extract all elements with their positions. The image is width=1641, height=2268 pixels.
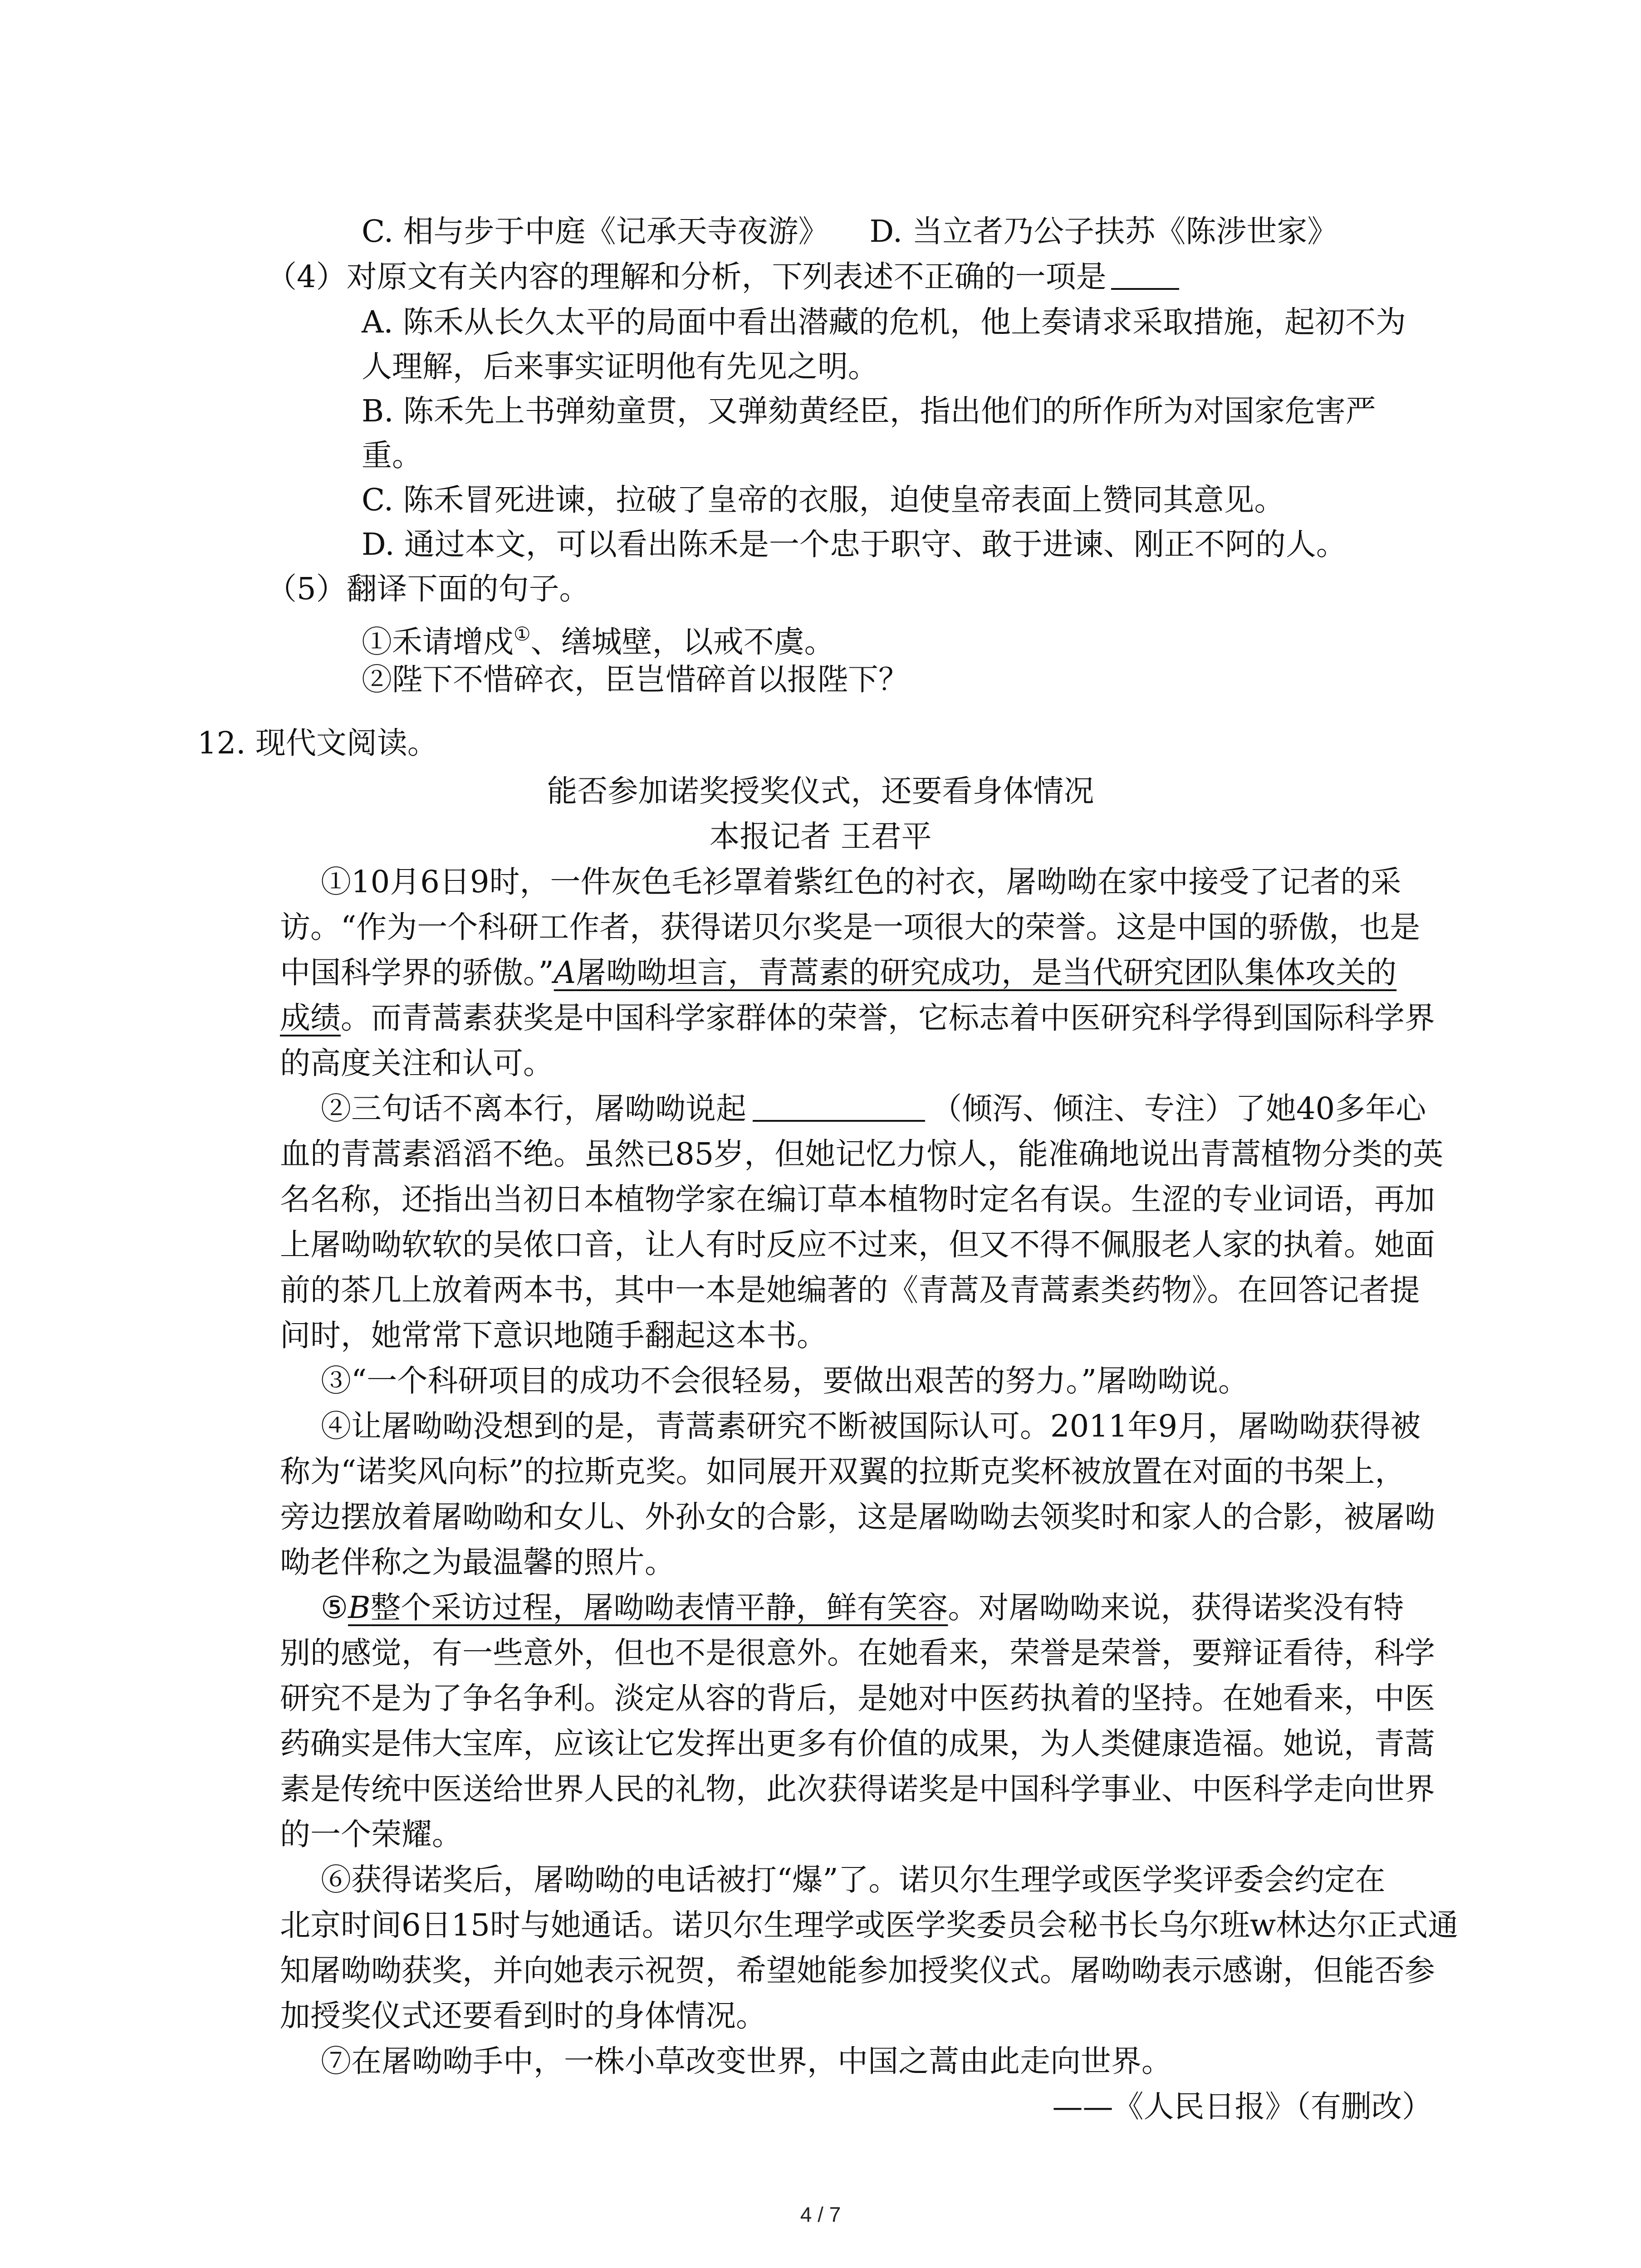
q4-option-b-line2: 重。 — [362, 438, 422, 473]
p1-line3 — [280, 951, 1396, 994]
p1-line2: 访。“作为一个科研工作者，获得诺贝尔奖是一项很大的荣誉。这是中国的骄傲，也是 — [280, 909, 1421, 945]
p5-number: ⑤ — [321, 1590, 348, 1625]
p4-line1: ④让屠呦呦没想到的是，青蒿素研究不断被国际认可。2011年9月，屠呦呦获得被 — [321, 1408, 1421, 1444]
p7-line1: ⑦在屠呦呦手中，一株小草改变世界，中国之蒿由此走向世界。 — [321, 2043, 1172, 2079]
p5-line3: 研究不是为了争名争利。淡定从容的背后，是她对中医药执着的坚持。在她看来，中医 — [280, 1681, 1435, 1716]
p1-line1: ①10月6日9时，一件灰色毛衫罩着紫红色的衬衣，屠呦呦在家中接受了记者的采 — [321, 864, 1401, 899]
q5-s1-part-b: 、缮城壁，以戒不虞。 — [530, 624, 835, 660]
q4-option-d: D. 通过本文，可以看出陈禾是一个忠于职守、敢于进谏、刚正不阿的人。 — [362, 527, 1347, 562]
p1-line4 — [280, 996, 1435, 1040]
q4-option-a-line2: 人理解，后来事实证明他有先见之明。 — [362, 349, 878, 384]
underlined-sentence-b: 整个采访过程，屠呦呦表情平静，鲜有笑容 — [370, 1590, 948, 1625]
option-d-text: D. 当立者乃公子扶苏《陈涉世家》 — [869, 214, 1338, 249]
p6-line2: 北京时间6日15时与她通话。诺贝尔生理学或医学奖委员会秘书长乌尔班w林达尔正式通 — [280, 1907, 1459, 1943]
q5-s1-part-a: ①禾请增戍 — [362, 624, 514, 660]
q5-sentence-2: ②陛下不惜碎衣，臣岂惜碎首以报陛下？ — [362, 662, 909, 697]
underlined-sentence-a-end: 成绩 — [280, 1000, 341, 1036]
p2-l1-text-a: ②三句话不离本行，屠呦呦说起 — [321, 1091, 746, 1126]
option-c-text: C. 相与步于中庭《记承天寺夜游》 — [362, 214, 829, 249]
p2-line4: 上屠呦呦软软的吴侬口音，让人有时反应不过来，但又不得不佩服老人家的执着。她面 — [280, 1227, 1435, 1262]
p6-line3: 知屠呦呦获奖，并向她表示祝贺，希望她能参加授奖仪式。屠呦呦表示感谢，但能否参 — [280, 1953, 1435, 1988]
p5-line2: 别的感觉，有一些意外，但也不是很意外。在她看来，荣誉是荣誉，要辩证看待，科学 — [280, 1635, 1435, 1671]
page-number: 4 / 7 — [800, 2203, 841, 2226]
word-choice-blank — [753, 1093, 925, 1122]
answer-blank — [1111, 261, 1179, 290]
article-byline: 本报记者 王君平 — [709, 819, 932, 854]
marker-a: A — [554, 955, 576, 990]
marker-b: B — [348, 1590, 371, 1625]
p5-line6: 的一个荣耀。 — [280, 1817, 462, 1852]
q4-option-c: C. 陈禾冒死进谏，拉破了皇帝的衣服，迫使皇帝表面上赞同其意见。 — [362, 482, 1285, 518]
p4-line2: 称为“诺奖风向标”的拉斯克奖。如同展开双翼的拉斯克奖杯被放置在对面的书架上， — [280, 1454, 1406, 1489]
q5-sentence-1 — [362, 612, 835, 664]
p6-line1: ⑥获得诺奖后，屠呦呦的电话被打“爆”了。诺贝尔生理学或医学奖评委会约定在 — [321, 1862, 1386, 1897]
p6-line4: 加授奖仪式还要看到时的身体情况。 — [280, 1998, 766, 2033]
q12-label: 12. 现代文阅读。 — [197, 725, 438, 761]
q5-stem: （5）翻译下面的句子。 — [266, 571, 590, 606]
p2-line3: 名名称，还指出当初日本植物学家在编订草本植物时定名有误。生涩的专业词语，再加 — [280, 1182, 1435, 1217]
article-title: 能否参加诺奖授奖仪式，还要看身体情况 — [547, 773, 1094, 809]
option-c — [362, 210, 1337, 253]
article-source: ——《人民日报》（有删改） — [1052, 2089, 1432, 2124]
q4-stem — [266, 255, 1179, 298]
p2-line5: 前的茶几上放着两本书，其中一本是她编著的《青蒿及青蒿素类药物》。在回答记者提 — [280, 1272, 1420, 1308]
q4-option-a-line1: A. 陈禾从长久太平的局面中看出潜藏的危机，他上奏请求采取措施，起初不为 — [362, 304, 1406, 340]
underlined-sentence-a: 屠呦呦坦言，青蒿素的研究成功，是当代研究团队集体攻关的 — [576, 955, 1397, 990]
q4-stem-text: （4）对原文有关内容的理解和分析，下列表述不正确的一项是 — [266, 259, 1107, 294]
q4-option-b-line1: B. 陈禾先上书弹劾童贯，又弹劾黄经臣，指出他们的所作所为对国家危害严 — [362, 393, 1376, 429]
footnote-mark: ① — [514, 623, 531, 645]
p4-line3: 旁边摆放着屠呦呦和女儿、外孙女的合影，这是屠呦呦去领奖时和家人的合影，被屠呦 — [280, 1499, 1435, 1535]
p5-line4: 药确实是伟大宝库，应该让它发挥出更多有价值的成果，为人类健康造福。她说，青蒿 — [280, 1726, 1435, 1761]
p1-l4-text: 。而青蒿素获奖是中国科学家群体的荣誉，它标志着中医研究科学得到国际科学界 — [341, 1000, 1435, 1036]
p1-l3-text: 中国科学界的骄傲。” — [280, 955, 554, 990]
p2-line6: 问时，她常常下意识地随手翻起这本书。 — [280, 1318, 827, 1353]
p1-line5: 的高度关注和认可。 — [280, 1046, 554, 1081]
p5-line1 — [321, 1586, 1404, 1629]
p4-line4: 呦老伴称之为最温馨的照片。 — [280, 1545, 675, 1580]
p5-l1-text: 。对屠呦呦来说，获得诺奖没有特 — [948, 1590, 1404, 1625]
p5-line5: 素是传统中医送给世界人民的礼物，此次获得诺奖是中国科学事业、中医科学走向世界 — [280, 1771, 1435, 1807]
p2-l1-text-b: （倾泻、倾注、专注）了她40多年心 — [931, 1091, 1426, 1126]
p2-line1 — [321, 1087, 1426, 1130]
p3-line1: ③“一个科研项目的成功不会很轻易，要做出艰苦的努力。”屠呦呦说。 — [321, 1363, 1249, 1398]
p2-line2: 血的青蒿素滔滔不绝。虽然已85岁，但她记忆力惊人，能准确地说出青蒿植物分类的英 — [280, 1136, 1444, 1172]
